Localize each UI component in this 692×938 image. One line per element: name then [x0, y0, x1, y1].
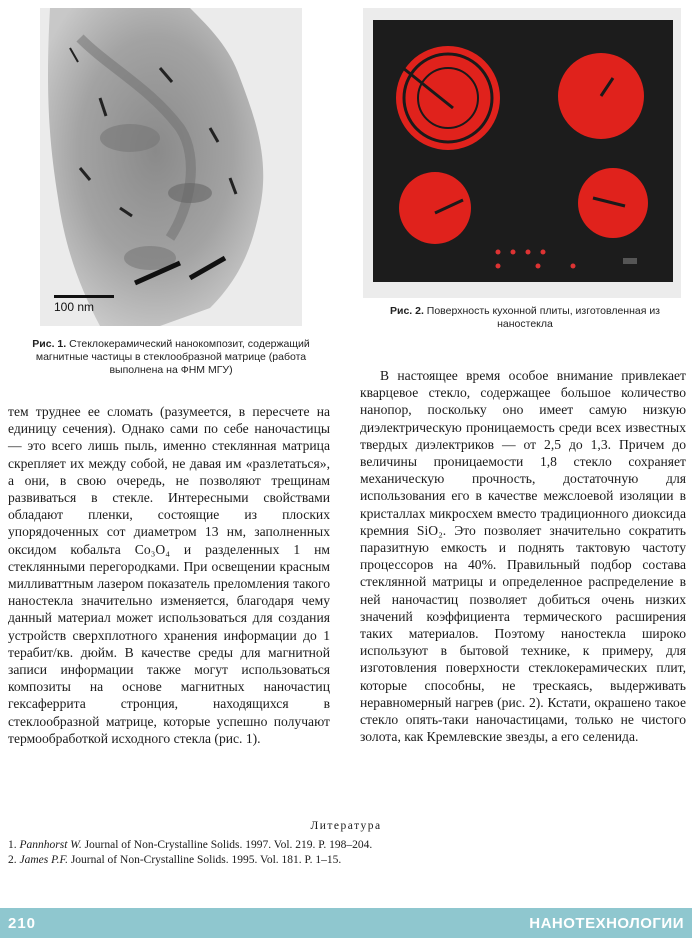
figure-1-micrograph: [40, 8, 302, 326]
reference-number: 2.: [8, 854, 17, 866]
left-column-paragraph: тем труднее ее сломать (разумеется, в пересчете на единицу сечения). Однако сами по себе наночастицы — это всего лишь пыль, именно стеклянная матрица скрепляет их между собой, не давая им «разлетаться», а они, в свою очередь, не позволяют трещинам развиваться в стекле. Интересными свойствами обладают пленки, состоящие из плоских упорядоченных сот диаметром 13 нм, заполненных оксидом кобальта Co₃O₄ и разделенных 1 нм стеклянными перегородками. При освещении красным милливаттным лазером показатель преломления такого наностекла значительно изменяется, благодаря чему данный материал может использоваться для создания устройств сверхплотного хранения информации до 1 терабит/кв. дюйм. В качестве среды для магнитной записи информации также могут использоваться композиты на основе магнитных наночастиц гексаферрита стронция, находящихся в стеклообразной матрице, которые успешно получают термообработкой исходного стекла (рис. 1).: [8, 404, 330, 746]
scale-bar: [54, 295, 114, 298]
figure-1-caption: [26, 338, 316, 377]
figure-2-caption: [380, 305, 670, 331]
reference-item: [8, 838, 668, 853]
scale-bar-label: 100 nm: [54, 300, 95, 314]
burner-bottom-right: [578, 168, 648, 238]
burner-top-right: [558, 53, 644, 139]
journal-name: НАНОТЕХНОЛОГИИ: [529, 915, 684, 932]
reference-author: James P.F.: [19, 854, 68, 866]
right-column: [360, 367, 686, 745]
figure-2-caption-text: Поверхность кухонной плиты, изготовленная из наностекла: [426, 305, 661, 330]
reference-item: [8, 853, 668, 868]
right-column-paragraph: В настоящее время особое внимание привлекает кварцевое стекло, содержащее большое количество нанопор, поскольку оно имеет самую низкую диэлектрическую проницаемость среди всех известных твердых диэлектриков — от 2,5 до 1,3. Причем до величины проницаемости 1,8 стекло сохраняет механическую прочность, достаточную для использования его в качестве межслоевой изоляции в кристаллах микросхем вместо традиционного диоксида кремния SiO₂. Это позволяет значительно сократить паразитную емкость и поднять тактовую частоту процессоров на 40%. Правильный подбор состава стеклянной матрицы и определенное распределение в ней наночастиц позволяет добиться очень низких значений коэффициента термического расширения таких материалов. Поэтому наностекла широко используют в бытовой технике, к примеру, для изготовления поверхности стеклокерамических плит, которые способны, не трескаясь, выдерживать неравномерный нагрев (рис. 2). Кстати, окрашено такое стекло опять-таки наночастицами, только не чистого золота, как Кремлевские звезды, а его селенида.: [360, 368, 686, 745]
left-column: [8, 403, 330, 747]
figure-1-caption-text: Стеклокерамический нанокомпозит, содержащий магнитные частицы в стеклообразной матрице (работа выполнена на ФНМ МГУ): [35, 338, 310, 376]
figure-2-cooktop: [363, 8, 681, 298]
references-list: [8, 838, 668, 868]
cooktop-image: [363, 8, 681, 298]
reference-author: Pannhorst W.: [19, 839, 82, 851]
reference-source: Journal of Non-Crystalline Solids. 1997. Vol. 219. P. 198–204.: [84, 839, 373, 851]
micrograph-image: [40, 8, 302, 326]
page-footer: [0, 908, 692, 938]
references-title: Литература: [310, 820, 382, 832]
figure-2-caption-prefix: Рис. 2.: [389, 305, 424, 317]
page-number: 210: [8, 915, 37, 932]
burner-bottom-left: [399, 172, 471, 244]
burner-top-left: [396, 46, 500, 150]
reference-number: 1.: [8, 839, 17, 851]
figure-1-caption-prefix: Рис. 1.: [32, 338, 67, 350]
reference-source: Journal of Non-Crystalline Solids. 1995. Vol. 181. P. 1–15.: [70, 854, 342, 866]
